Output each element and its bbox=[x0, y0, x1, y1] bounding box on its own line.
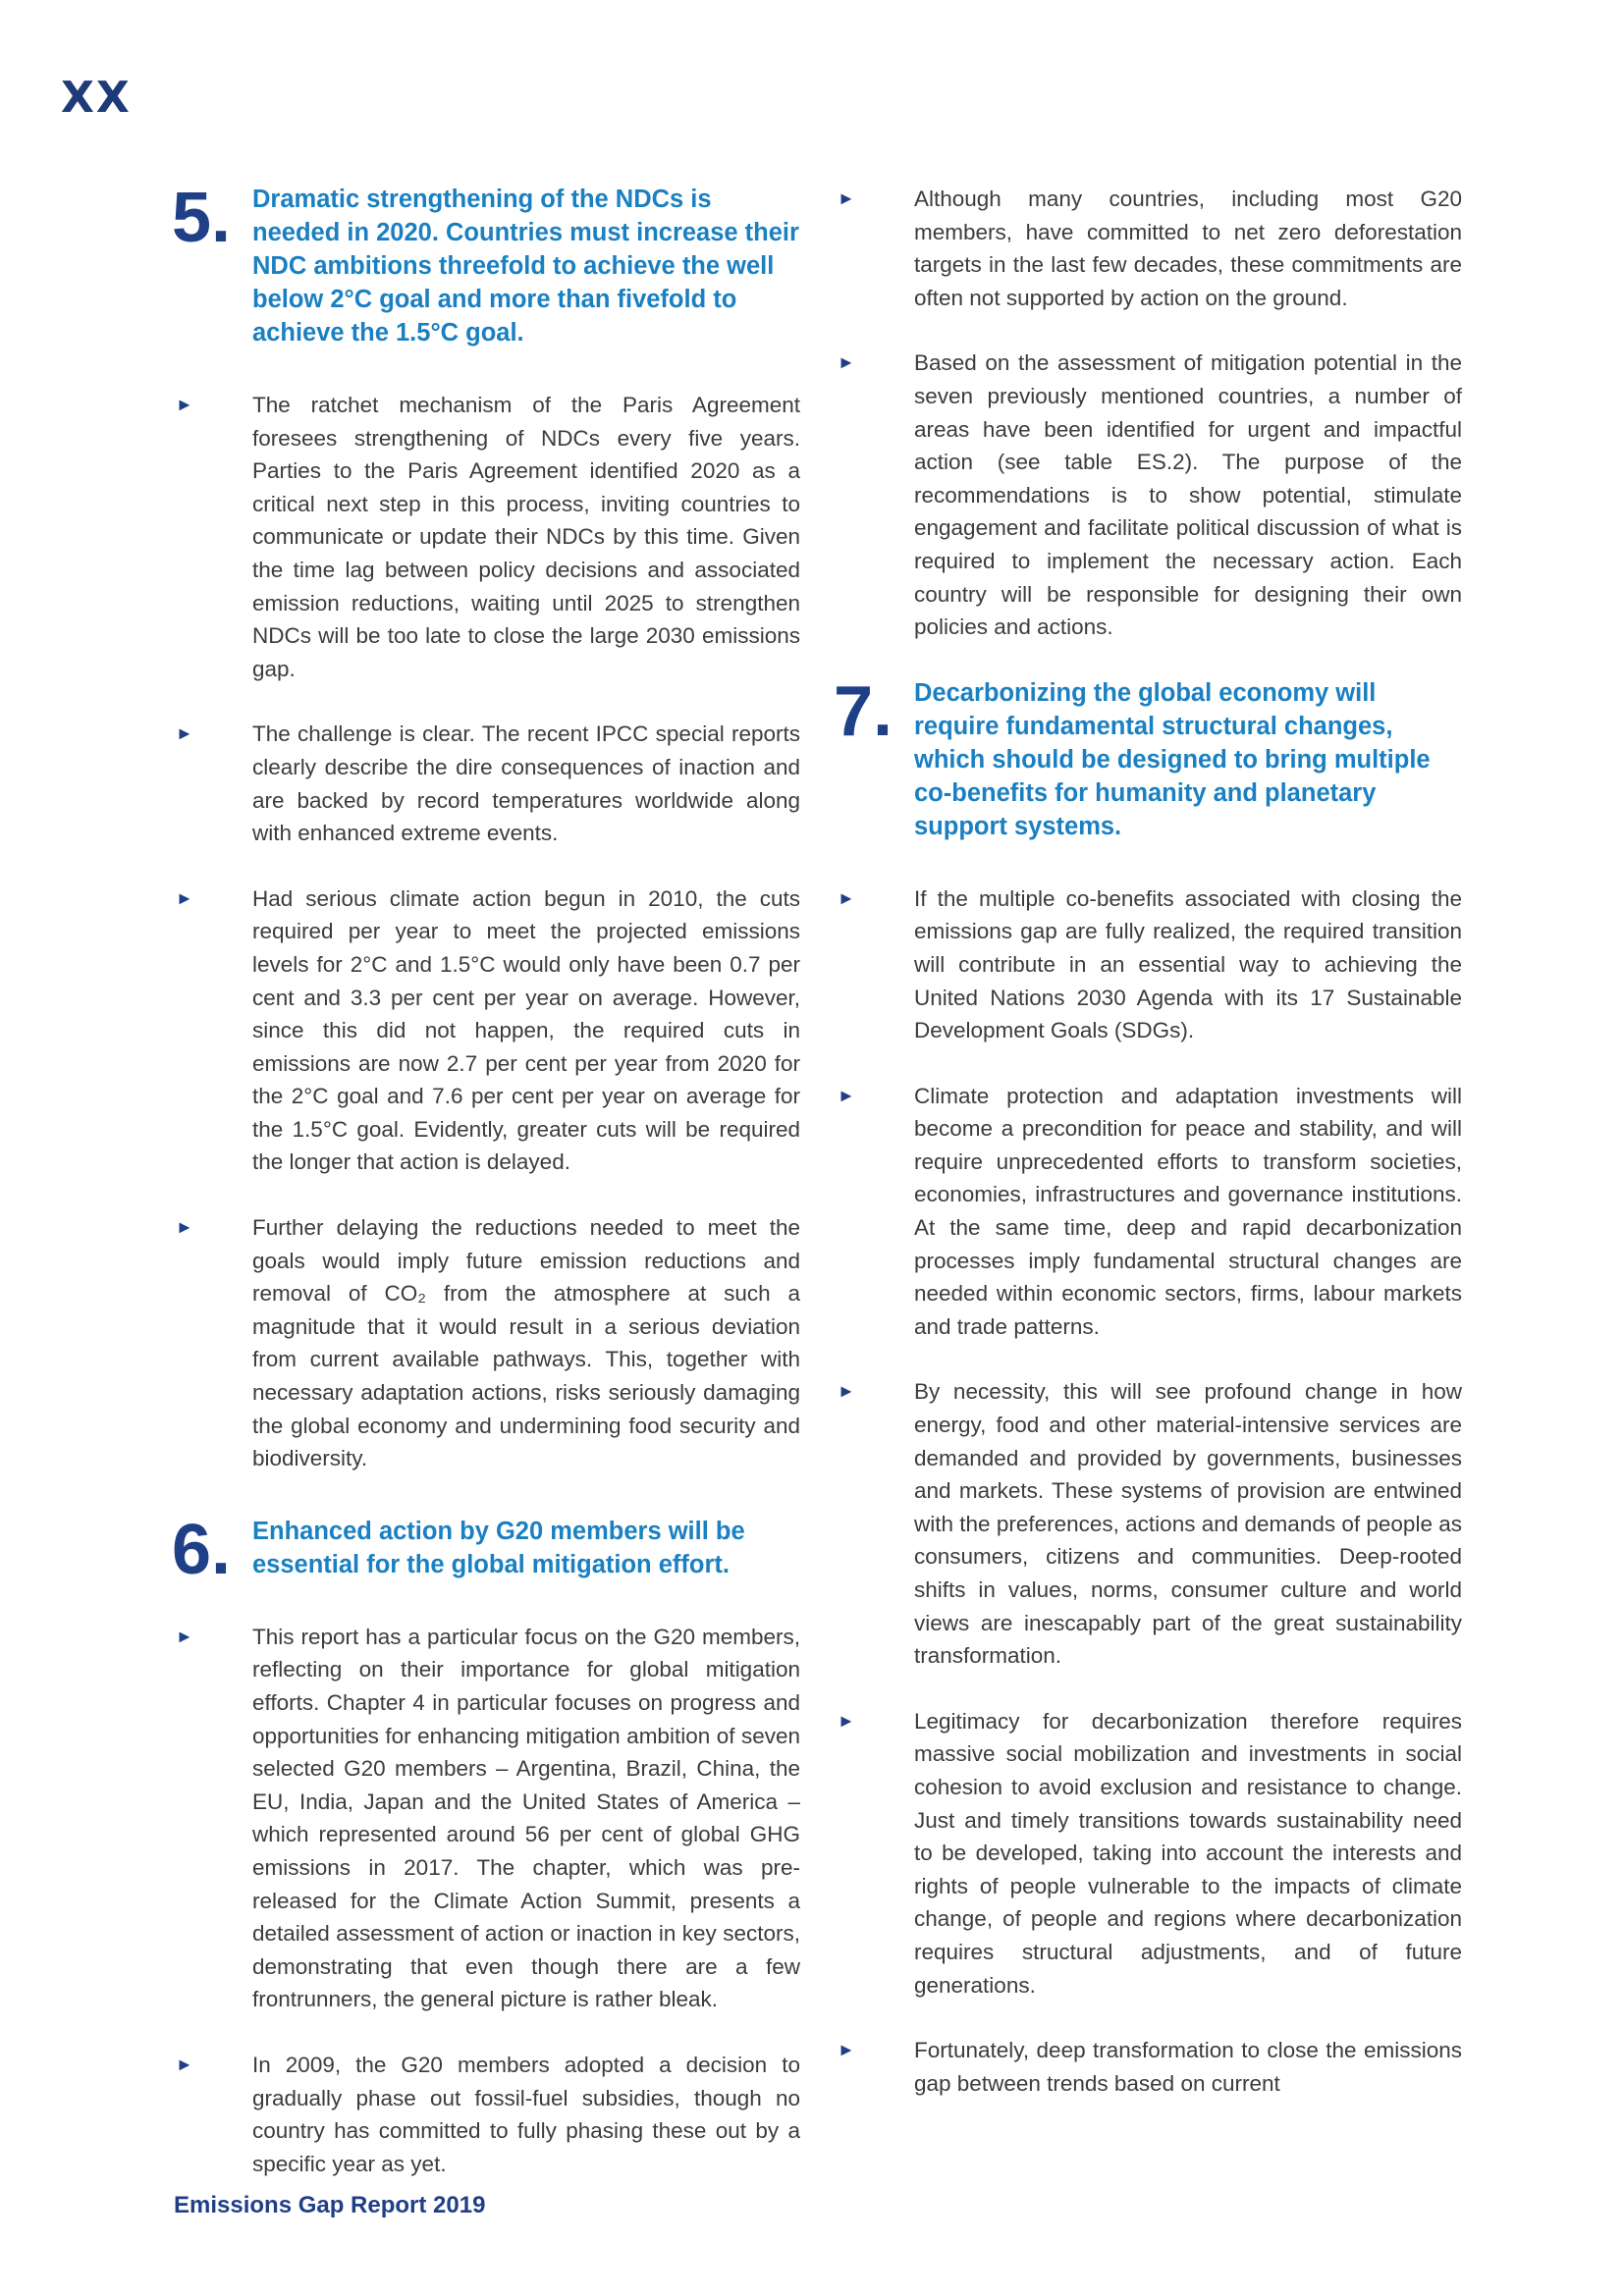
triangle-right-icon: ► bbox=[176, 1217, 193, 1238]
section-6-heading bbox=[172, 1510, 800, 1589]
page-number: XX bbox=[61, 73, 132, 123]
section-5-heading bbox=[172, 179, 800, 349]
list-item: ► Further delaying the reductions needed to meet the goals would imply future emission reductions and removal of CO₂ from the atmosphere at such a magnitude that it would result in a serious deviation from current available pathways. This, together with necessary adaptation actions, risks seriously damaging the global economy and undermining food security and biodiversity. bbox=[172, 1211, 800, 1475]
list-item: ► Fortunately, deep transformation to close the emissions gap between trends based on current bbox=[834, 2034, 1462, 2100]
list-item: ► Had serious climate action begun in 2010, the cuts required per year to meet the projected emissions levels for 2°C and 1.5°C would only have been 0.7 per cent and 3.3 per cent per year on average. However, since this did not happen, the required cuts in emissions are now 2.7 per cent per year from 2020 for the 2°C goal and 7.6 per cent per year on average for the 1.5°C goal. Evidently, greater cuts will be required the longer that action is delayed. bbox=[172, 882, 800, 1179]
list-item: ► Legitimacy for decarbonization therefore requires massive social mobilization and investments in social cohesion to avoid exclusion and resistance to change. Just and timely transitions towards sustainability need to be developed, taking into account the interests and rights of people vulnerable to the impacts of climate change, of people and regions where decarbonization requires structural adjustments, and of future generations. bbox=[834, 1705, 1462, 2002]
triangle-right-icon: ► bbox=[176, 887, 193, 908]
section-5-title: Dramatic strengthening of the NDCs is needed in 2020. Countries must increase their NDC ambitions threefold to achieve the well below 2°C goal and more than fivefold to achieve the 1.5°C goal. bbox=[252, 186, 799, 347]
triangle-right-icon: ► bbox=[838, 2040, 855, 2060]
triangle-right-icon: ► bbox=[838, 887, 855, 908]
section-7-heading bbox=[834, 671, 1462, 843]
triangle-right-icon: ► bbox=[176, 1626, 193, 1646]
triangle-right-icon: ► bbox=[838, 1381, 855, 1402]
triangle-right-icon: ► bbox=[838, 352, 855, 373]
left-column bbox=[172, 179, 800, 2213]
triangle-right-icon: ► bbox=[176, 2054, 193, 2074]
right-column bbox=[834, 183, 1462, 2132]
list-item: ► By necessity, this will see profound change in how energy, food and other material-intensive services are demanded and provided by governments, businesses and markets. These systems of provision are entwined with the preferences, actions and demands of people as consumers, citizens and communities. Deep-rooted shifts in values, norms, consumer culture and world views are inescapably part of the great sustainability transformation. bbox=[834, 1375, 1462, 1672]
section-6-title: Enhanced action by G20 members will be essential for the global mitigation effort. bbox=[252, 1517, 745, 1578]
list-item: ► Although many countries, including most G20 members, have committed to net zero deforestation targets in the last few decades, these commitments are often not supported by action on the ground. bbox=[834, 183, 1462, 314]
section-6-number: 6. bbox=[172, 1510, 232, 1589]
list-item: ► Based on the assessment of mitigation potential in the seven previously mentioned countries, a number of areas have been identified for urgent and impactful action (see table ES.2). The purpose of the recommendations is to show potential, stimulate engagement and facilitate political discussion of what is required to implement the necessary action. Each country will be responsible for designing their own policies and actions. bbox=[834, 347, 1462, 643]
list-item: ► In 2009, the G20 members adopted a decision to gradually phase out fossil-fuel subsidies, though no country has committed to fully phasing these out by a specific year as yet. bbox=[172, 2049, 800, 2180]
triangle-right-icon: ► bbox=[176, 723, 193, 744]
section-7-number: 7. bbox=[834, 671, 893, 751]
list-item: ► The challenge is clear. The recent IPCC special reports clearly describe the dire consequences of inaction and are backed by record temperatures worldwide along with enhanced extreme events. bbox=[172, 718, 800, 849]
footer-report-title: Emissions Gap Report 2019 bbox=[174, 2192, 486, 2218]
list-item: ► This report has a particular focus on the G20 members, reflecting on their importance for global mitigation efforts. Chapter 4 in particular focuses on progress and opportunities for enhancing mitigation ambition of seven selected G20 members – Argentina, Brazil, China, the EU, India, Japan and the United States of America – which represented around 56 per cent of global GHG emissions in 2017. The chapter, which was pre-released for the Climate Action Summit, presents a detailed assessment of action or inaction in key sectors, demonstrating that even though there are a few frontrunners, the general picture is rather bleak. bbox=[172, 1621, 800, 2016]
triangle-right-icon: ► bbox=[838, 1710, 855, 1731]
triangle-right-icon: ► bbox=[838, 188, 855, 208]
triangle-right-icon: ► bbox=[176, 395, 193, 414]
section-5-number: 5. bbox=[172, 179, 232, 257]
list-item: ► Climate protection and adaptation investments will become a precondition for peace and stability, and will require unprecedented efforts to transform societies, economies, infrastructures and governance institutions. At the same time, deep and rapid decarbonization processes imply fundamental structural changes are needed within economic sectors, firms, labour markets and trade patterns. bbox=[834, 1080, 1462, 1344]
list-item: ► The ratchet mechanism of the Paris Agreement foresees strengthening of NDCs every five years. Parties to the Paris Agreement identified 2020 as a critical next step in this process, inviting countries to communicate or update their NDCs by this time. Given the time lag between policy decisions and associated emission reductions, waiting until 2025 to strengthen NDCs will be too late to close the large 2030 emissions gap. bbox=[172, 389, 800, 685]
list-item: ► If the multiple co-benefits associated with closing the emissions gap are fully realized, the required transition will contribute in an essential way to achieving the United Nations 2030 Agenda with its 17 Sustainable Development Goals (SDGs). bbox=[834, 882, 1462, 1047]
section-7-title: Decarbonizing the global economy will require fundamental structural changes, which should be designed to bring multiple co-benefits for humanity and planetary support systems. bbox=[914, 678, 1431, 840]
triangle-right-icon: ► bbox=[838, 1085, 855, 1105]
